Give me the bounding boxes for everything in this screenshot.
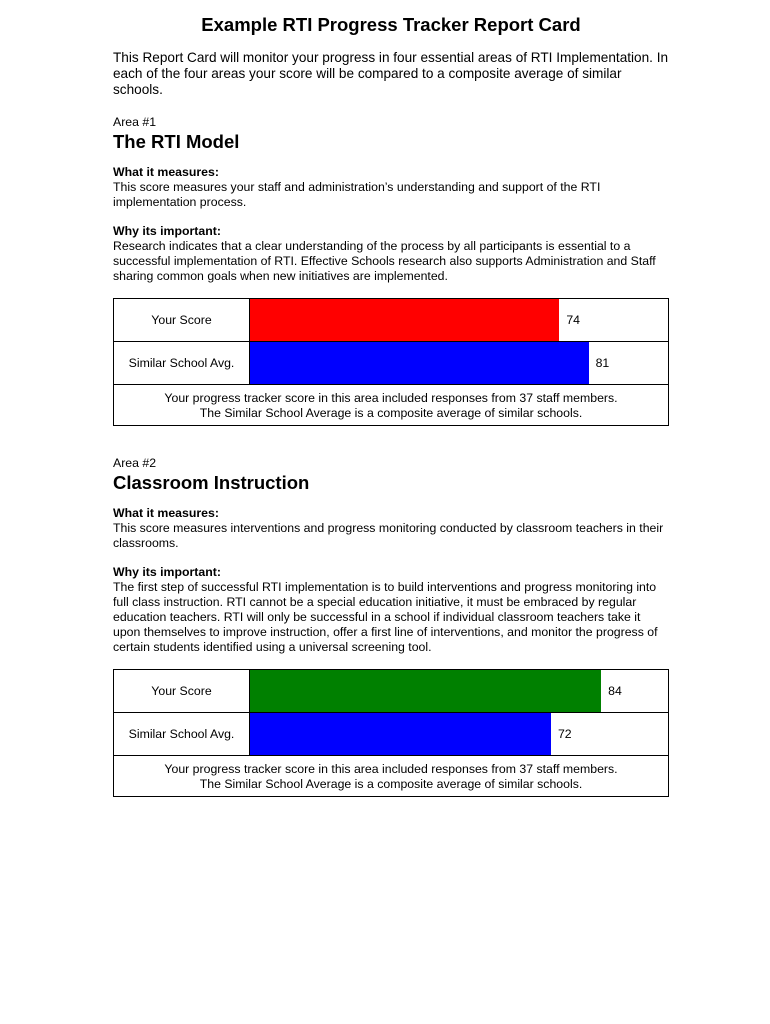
measures-text: This score measures interventions and progress monitoring conducted by classroom teachers in their classrooms. xyxy=(113,521,664,550)
importance-heading: Why its important: xyxy=(113,565,221,579)
your-score-label: Your Score xyxy=(114,670,250,712)
similar-avg-row xyxy=(114,713,668,756)
report-card-page xyxy=(113,14,669,797)
your-score-bar xyxy=(250,299,559,341)
area-title: The RTI Model xyxy=(113,131,240,152)
bar-cell xyxy=(250,670,668,712)
area-number: Area #2 xyxy=(113,456,157,470)
similar-avg-label: Similar School Avg. xyxy=(114,713,250,755)
your-score-value: 84 xyxy=(608,684,622,698)
area-section-1 xyxy=(113,115,669,426)
similar-avg-row xyxy=(114,342,668,385)
score-note xyxy=(114,756,668,796)
score-table xyxy=(113,669,669,797)
your-score-bar xyxy=(250,670,601,712)
document-title: Example RTI Progress Tracker Report Card xyxy=(201,14,581,35)
your-score-row xyxy=(114,299,668,342)
bar-cell xyxy=(250,299,668,341)
measures-heading: What it measures: xyxy=(113,506,219,520)
your-score-row xyxy=(114,670,668,713)
area-section-2 xyxy=(113,456,669,797)
importance-text: The first step of successful RTI implementation is to build interventions and progress monitoring into full class instruction. RTI cannot be a special education initiative, it must be embraced by regular education teachers. RTI will only be successful in a school if individual classroom teachers take it upon themselves to improve instruction, offer a first line of interventions, and monitor the progress of certain students identified using a universal screening tool. xyxy=(113,580,658,654)
area-number: Area #1 xyxy=(113,115,157,129)
your-score-label: Your Score xyxy=(114,299,250,341)
similar-avg-label: Similar School Avg. xyxy=(114,342,250,384)
similar-avg-value: 72 xyxy=(557,727,572,741)
intro-paragraph: This Report Card will monitor your progress in four essential areas of RTI Implementation. In each of the four areas your score will be compared to a composite average of similar schools. xyxy=(113,50,669,97)
score-table xyxy=(113,298,669,426)
importance-heading: Why its important: xyxy=(113,224,221,238)
similar-avg-bar xyxy=(250,342,589,384)
area-title: Classroom Instruction xyxy=(113,472,310,493)
bar-cell xyxy=(250,713,668,755)
measures-heading: What it measures: xyxy=(113,165,219,179)
similar-avg-value: 81 xyxy=(595,356,610,370)
similar-avg-bar xyxy=(250,713,551,755)
importance-text: Research indicates that a clear understanding of the process by all participants is essential to a successful implementation of RTI. Effective Schools research also supports Administration and Staff sharing common goals when new initiatives are implemented. xyxy=(113,239,656,283)
your-score-value: 74 xyxy=(566,313,580,327)
note-line-responses: Your progress tracker score in this area included responses from 37 staff members. xyxy=(164,762,618,776)
note-line-average: The Similar School Average is a composite average of similar schools. xyxy=(199,777,583,791)
measures-text: This score measures your staff and administration’s understanding and support of the RTI implementation process. xyxy=(113,180,601,209)
note-line-responses: Your progress tracker score in this area included responses from 37 staff members. xyxy=(164,391,618,405)
bar-cell xyxy=(250,342,668,384)
note-line-average: The Similar School Average is a composite average of similar schools. xyxy=(199,406,583,420)
score-note xyxy=(114,385,668,425)
